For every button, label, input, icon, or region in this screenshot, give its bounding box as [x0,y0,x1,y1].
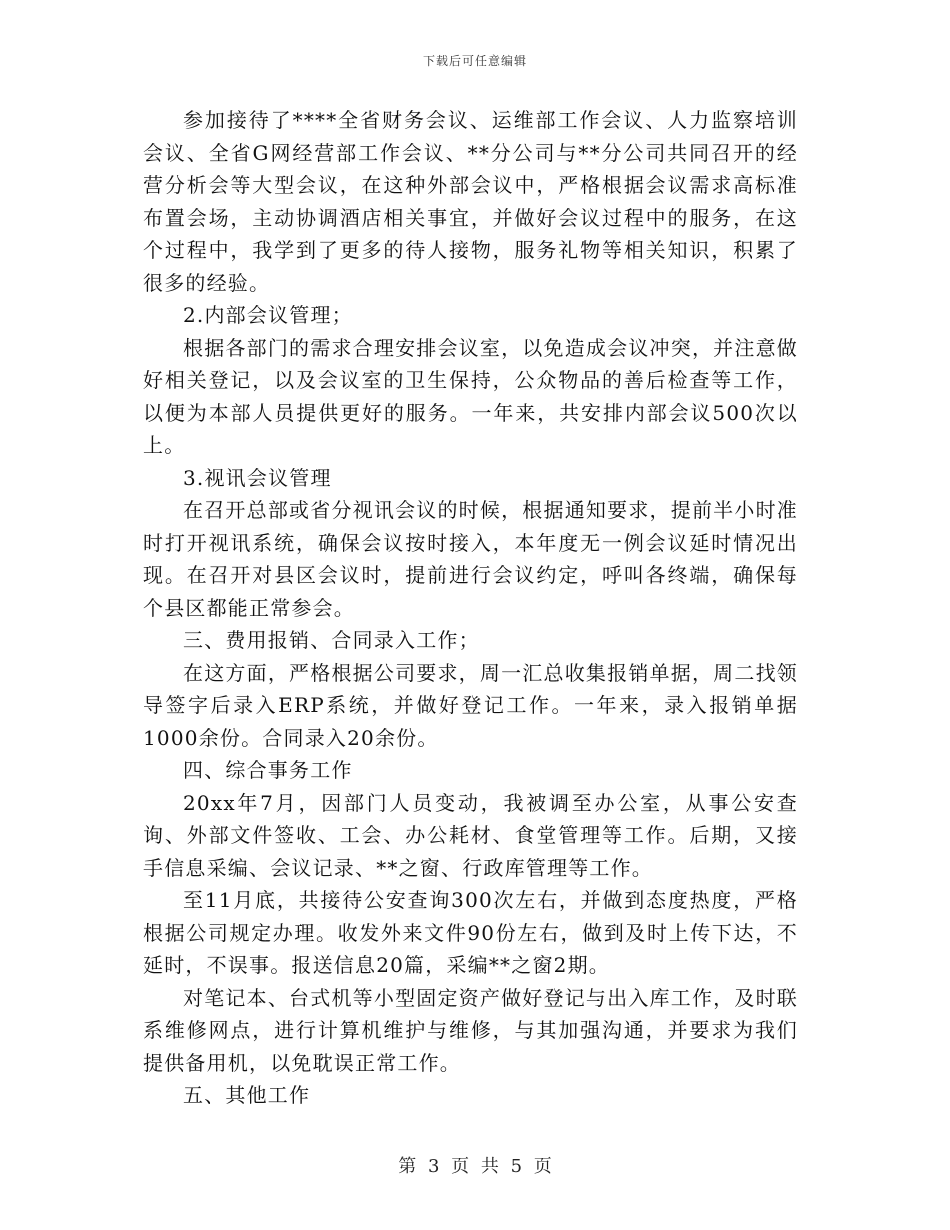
page-header-note: 下载后可任意编辑 [422,54,527,68]
heading-general-affairs: 四、综合事务工作 [183,758,353,782]
heading-internal-meeting-management: 2.内部会议管理； [183,303,353,327]
document-body [143,104,798,1112]
paragraph-police-inquiries: 至11月底，共接待公安查询300次左右，并做到态度热度，严格根据公司规定办理。收发外来文件90份左右，做到及时上传下达，不延时，不误事。报送信息20篇，采编**之窗2期。 [143,888,798,977]
paragraph-external-meetings: 参加接待了****全省财务会议、运维部工作会议、人力监察培训会议、全省G网经营部工作会议、**分公司与**分公司共同召开的经营分析会等大型会议，在这种外部会议中，严格根据会议需求高标准布置会场，主动协调酒店相关事宜，并做好会议过程中的服务，在这个过程中，我学到了更多的待人接物，服务礼物等相关知识，积累了很多的经验。 [143,108,798,295]
heading-other-work: 五、其他工作 [183,1083,311,1107]
heading-expense-reimbursement: 三、费用报销、合同录入工作； [183,628,480,652]
paragraph-video-conference: 在召开总部或省分视讯会议的时候，根据通知要求，提前半小时准时打开视讯系统，确保会议按时接入，本年度无一例会议延时情况出现。在召开对县区会议时，提前进行会议约定，呼叫各终端，确保每个县区都能正常参会。 [143,498,798,620]
heading-video-conference-management: 3.视讯会议管理 [183,465,332,490]
paragraph-general-affairs: 20xx年7月，因部门人员变动，我被调至办公室，从事公安查询、外部文件签收、工会、办公耗材、食堂管理等工作。后期，又接手信息采编、会议记录、**之窗、行政库管理等工作。 [143,790,798,880]
page-number-footer: 第 3 页 共 5 页 [398,1156,552,1177]
paragraph-expense-reimbursement: 在这方面，严格根据公司要求，周一汇总收集报销单据，周二找领导签字后录入ERP系统，并做好登记工作。一年来，录入报销单据1000余份。合同录入20余份。 [143,660,798,750]
paragraph-internal-meetings: 根据各部门的需求合理安排会议室，以免造成会议冲突，并注意做好相关登记，以及会议室的卫生保持，公众物品的善后检查等工作，以便为本部人员提供更好的服务。一年来，共安排内部会议500次以上。 [143,335,798,457]
paragraph-fixed-assets: 对笔记本、台式机等小型固定资产做好登记与出入库工作，及时联系维修网点，进行计算机维护与维修，与其加强沟通，并要求为我们提供备用机，以免耽误正常工作。 [143,985,798,1075]
